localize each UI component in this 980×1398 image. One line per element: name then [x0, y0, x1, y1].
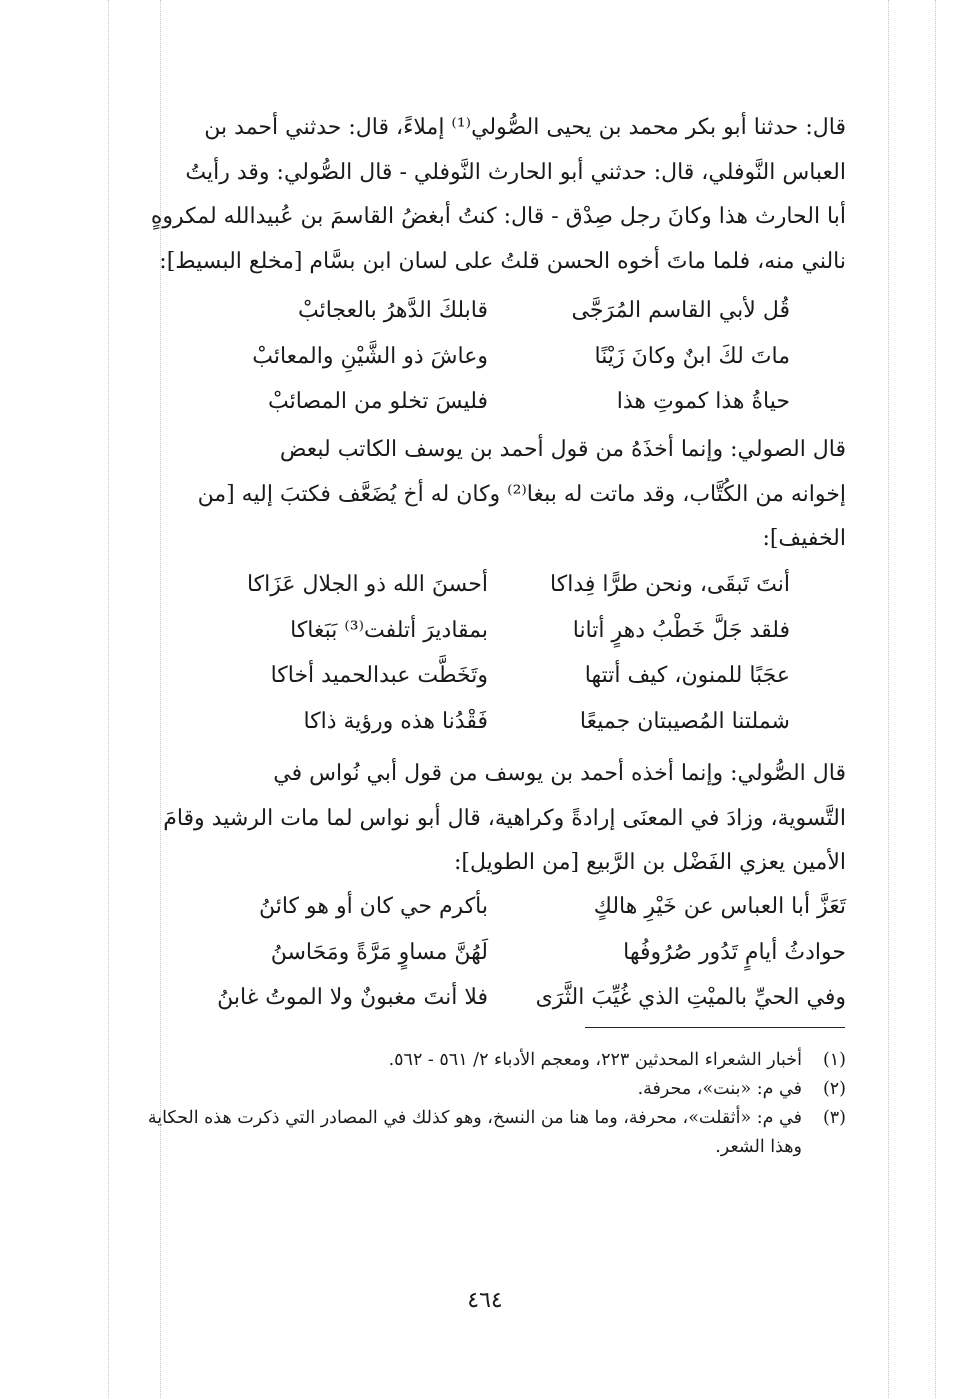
- verse-second-hemistich: بأكرم حي كان أو هو كائنُ: [258, 894, 488, 919]
- text-line: الخفيف]:: [762, 526, 846, 552]
- scan-guide-line: [935, 0, 936, 1398]
- verse-second-hemistich: أحسنَ الله ذو الجلال عَزَاكا: [246, 572, 488, 597]
- verse-second-hemistich: وتَخَطَّت عبدالحميد أخاكا: [270, 663, 488, 688]
- verse-first-hemistich: قُل لأبي القاسم المُرَجَّى: [571, 298, 790, 323]
- verse-line: [130, 884, 846, 930]
- text-line: قال: حدثنا أبو بكر محمد بن يحيى الصُّولي⁽¹⁾ إملاءً، قال: حدثني أحمد بن: [204, 115, 846, 140]
- verse-first-hemistich: فلقد جَلَّ خَطْبُ دهرٍ أتانا: [572, 617, 790, 643]
- page-number: ٤٦٤: [467, 1288, 503, 1313]
- paragraph-1: [130, 106, 846, 284]
- footnote-text: في م: «بنت»، محرفة.: [637, 1079, 802, 1099]
- text-line: الأمين يعزي الفَضْل بن الرَّبيع [من الطويل]:: [454, 850, 846, 876]
- verse-second-hemistich: بمقاديرَ أتلفت⁽³⁾ بَبَغاكا: [290, 617, 488, 643]
- text-line: أبا الحارث هذا وكانَ رجل صِدْق - قال: كنتُ أبغضُ القاسمَ بن عُبيدالله لمكروهٍ: [150, 204, 846, 230]
- verse-line: [130, 653, 846, 699]
- poem-2: [130, 562, 846, 744]
- verse-line: [130, 288, 846, 334]
- footnotes: [122, 1046, 846, 1162]
- footnote-number: (٢): [822, 1079, 846, 1099]
- verse-first-hemistich: حوادثُ أيامٍ تَدُور صُرُوفُها: [623, 939, 846, 965]
- verse-first-hemistich: عجَبًا للمنون، كيف أتتها: [584, 663, 790, 688]
- verse-first-hemistich: حياةُ هذا كموتِ هذا: [616, 389, 790, 414]
- scan-guide-line: [888, 0, 889, 1398]
- verse-first-hemistich: وفي الحيِّ بالميْتِ الذي غُيِّبَ الثَّرَى: [535, 985, 846, 1010]
- verse-second-hemistich: لَهُنَّ مساوٍ مَرَّةً ومَحَاسنُ: [270, 939, 488, 965]
- text-line: إخوانه من الكُتَّاب، وقد ماتت له ببغا⁽²⁾ وكان له أخ يُضَعَّف فكتبَ إليه [من: [197, 481, 846, 507]
- verse-line: [130, 562, 846, 608]
- text-line: قال الصولي: وإنما أخذَهُ من قول أحمد بن يوسف الكاتب لبعض: [279, 437, 846, 462]
- verse-first-hemistich: ماتَ لكَ ابنٌ وكانَ زَيْنًا: [594, 343, 790, 369]
- verse-line: [130, 699, 846, 745]
- poem-3: [130, 884, 846, 1021]
- verse-second-hemistich: فَقْدُنا هذه ورؤية ذاكا: [303, 708, 488, 734]
- verse-second-hemistich: فلا أنتَ مغبونٌ ولا الموتُ غابنُ: [217, 985, 488, 1010]
- text-line: العباس النَّوفلي، قال: حدثني أبو الحارث النَّوفلي - قال الصُّولي: وقد رأيتُ: [185, 159, 846, 185]
- footnote: [122, 1104, 846, 1162]
- verse-second-hemistich: وعاشَ ذو الشَّيْنِ والمعائبْ: [252, 343, 488, 369]
- verse-line: [130, 975, 846, 1021]
- paragraph-3: [130, 752, 846, 886]
- footnote: [122, 1046, 846, 1075]
- verse-line: [130, 379, 846, 425]
- verse-first-hemistich: أنتَ تَبقَى، ونحن طرًّا فِداكا: [550, 572, 790, 597]
- footnote-text: في م: «أثقلت»، محرفة، وما هنا من النسخ، وهو كذلك في المصادر التي ذكرت هذه الحكاية وهذا الشعر.: [147, 1108, 802, 1157]
- verse-second-hemistich: قابلكَ الدَّهرُ بالعجائبْ: [297, 298, 488, 323]
- verse-second-hemistich: فليسَ تخلو من المصائبْ: [267, 389, 488, 414]
- footnote-text: أخبار الشعراء المحدثين ٢٢٣، ومعجم الأدباء ٢/ ٥٦١ - ٥٦٢.: [388, 1050, 802, 1070]
- footnote-number: (١): [822, 1050, 846, 1070]
- verse-line: [130, 334, 846, 380]
- verse-first-hemistich: تَعَزَّ أبا العباس عن خَيْرِ هالكٍ: [593, 894, 846, 919]
- paragraph-2: [130, 428, 846, 562]
- text-line: نالني منه، فلما ماتَ أخوه الحسن قلتُ على لسان ابن بسَّام [مخلع البسيط]:: [159, 248, 846, 274]
- footnote-number: (٣): [822, 1108, 846, 1128]
- verse-line: [130, 608, 846, 654]
- scan-guide-line: [108, 0, 109, 1398]
- text-line: قال الصُّولي: وإنما أخذه أحمد بن يوسف من قول أبي نُواس في: [273, 761, 846, 786]
- text-line: التَّسوية، وزادَ في المعنَى إرادةً وكراهية، قال أبو نواس لما مات الرشيد وقامَ: [163, 805, 846, 831]
- verse-first-hemistich: شملتنا المُصيبتان جميعًا: [579, 708, 790, 734]
- verse-line: [130, 930, 846, 976]
- poem-1: [130, 288, 846, 425]
- footnote-separator: [585, 1027, 845, 1028]
- footnote: [122, 1075, 846, 1104]
